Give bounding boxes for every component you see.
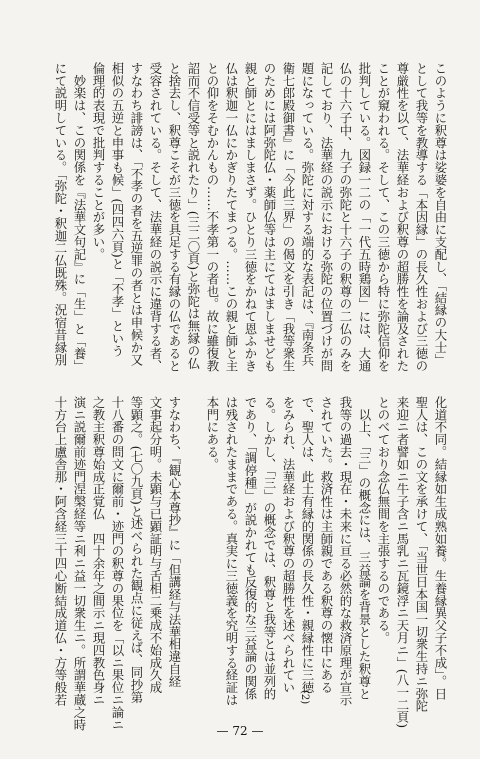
text-line: されていた。救済性は主師親である釈尊の懐中にある: [319, 396, 334, 694]
text-line: 受容されている。そして、法華経の説示に違背する者、: [148, 62, 163, 372]
text-line: すなわち誹謗は、「不孝の者を五逆罪の者とは申候か又: [129, 62, 144, 366]
text-line: で、聖人は、此土有縁的関係の長久性・親縁性に三徳: [300, 396, 315, 694]
text-line: 十方台上盧舎那・阿含経三十四心断結成道仏・方等般若: [53, 396, 68, 706]
text-line: 批判している。図録一二の「一代五時鶏図」には、大通: [357, 62, 372, 372]
text-line: として我等を教導する「本因縁」の長久性および三徳の: [414, 62, 429, 372]
text-line: 演ニ説爾前迹門涅槃経等ニ利ニ益一切衆生ニ。所謂華蔵之時: [72, 396, 87, 731]
text-line: 聖人は、この文を承けて、「当世日本国一切衆生持ニ弥陀: [414, 396, 429, 713]
text-line: は残されたままである。真実に三徳義を究明する経証は: [224, 396, 239, 706]
text-line: このように釈尊は娑婆を自由に支配し、「結縁の大士」: [433, 62, 448, 366]
text-line: 以上、「三」の概念には、三益論を背景とした釈尊と: [357, 396, 372, 700]
page-number: — 72 —: [216, 724, 264, 738]
text-line: 之教主釈尊始成正覚仏 四十余年之間示ニ現四教色身ニ: [91, 396, 106, 706]
text-line: 化道不同。結縁如生成熟如養。生養縁異父子不成」。日: [433, 396, 448, 700]
text-line: ことが窺われる。そして、この三徳から特に弥陀信仰を: [376, 62, 391, 372]
text-line: 等顕之。(七〇九頁)と述べられた観点に従えば、同抄第: [129, 396, 144, 704]
text-line: 詔而不信受等と説れたり」(三二〇頁)と弥陀は無縁の仏: [186, 62, 201, 370]
text-line: 題になっている。弥陀に対する端的な表記は、『南条兵: [300, 62, 315, 366]
text-line: 来迎ニ者譬如ニ牛子含ニ馬乳ニ瓦鏡浮ニ天月ニ」(八一二頁): [395, 396, 410, 729]
text-line: 倫理的表現で批判することが多い。: [91, 62, 106, 261]
text-line: 仏の十六子中、九子の弥陀と十六子の釈尊の二仏のみを: [338, 62, 353, 372]
text-line: 相似の五逆と申事も候」(四四六頁)と「不孝」という: [110, 62, 125, 357]
section-marker: (2): [299, 690, 310, 705]
text-line: にて説明している。「弥陀・釈迦二仏既殊。況宿昔縁別: [53, 62, 68, 366]
text-line: であり、「調停種」が説かれても反復的な三益論の関係: [243, 396, 258, 700]
text-line: との仰をそむかんもの……不孝第一の者也。故に雖復教: [205, 62, 220, 372]
text-line: と捨去し、釈尊こそが三徳を具足する有縁の仏であると: [167, 62, 182, 372]
text-line: 親と師とにはましまさず。ひとり三徳をかねて恩ふかき: [243, 62, 258, 372]
text-line: 十八番の問文に爾前・迹門の釈尊の果位を「以ニ果位ニ論ニ: [110, 396, 125, 731]
text-line: をみられ、法華経および釈尊の超勝性を述べられてい: [281, 396, 296, 694]
text-line: 妙楽は、この関係を『法華文句記』に「生」と「養」: [72, 62, 87, 372]
text-line: 本門にある。: [205, 396, 220, 471]
text-line: 我等の過去・現在・未来に亘る必然的な救済原理が宣示: [338, 396, 353, 706]
text-line: すなわち、『観心本尊抄』に「但講経与法華相違自経: [167, 396, 182, 688]
text-line: とのべており念仏無間を主張するのである。: [376, 396, 391, 644]
text-line: 尊厳性を以て、法華経および釈尊の超勝性を論及された: [395, 62, 410, 372]
text-line: のためには阿弥陀仏・薬師仏等は主にてはましませども: [262, 62, 277, 372]
text-line: 仏は釈迦一仏にかぎりたてまつる。……この親と師と主: [224, 62, 239, 372]
text-line: 衛七郎殿御書』に「今此三界」の偈文を引き「我等衆生: [281, 62, 296, 372]
text-line: 記しており、法華経の説示における弥陀の位置づけが問: [319, 62, 334, 372]
text-line: 文事起分明。未顕与已顕証明与舌相二乗成不始成久成: [148, 396, 163, 694]
text-line: る。しかし、「三」の概念では、釈尊と我等とは並列的: [262, 396, 277, 700]
